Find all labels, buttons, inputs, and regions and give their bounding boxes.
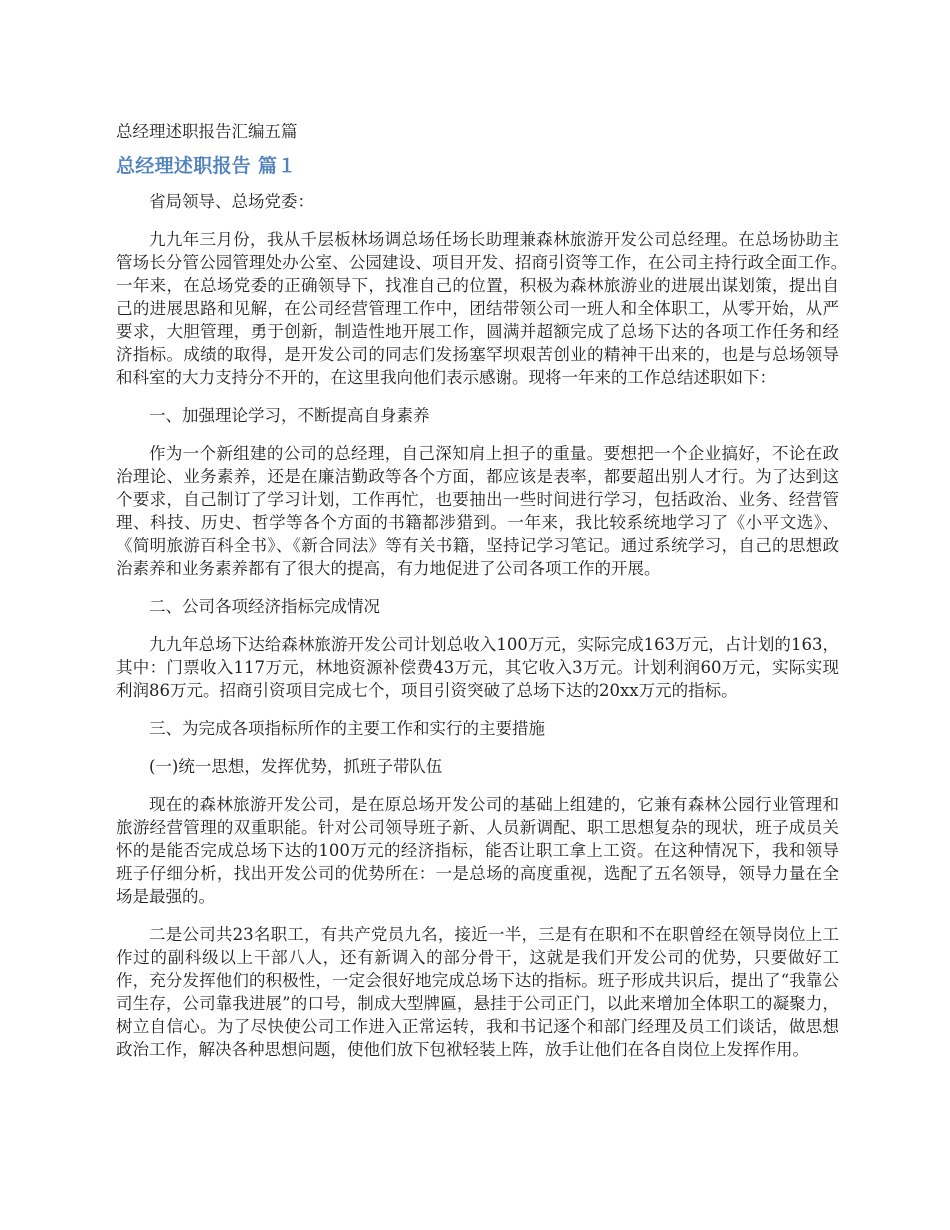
- document-title: 总经理述职报告汇编五篇: [116, 122, 298, 141]
- section-heading: 总经理述职报告 篇１: [116, 155, 297, 177]
- body-paragraph: 二是公司共23名职工，有共产党员九名，接近一半，三是有在职和不在职曾经在领导岗位上工作过的副科级以上干部八人，还有新调入的部分骨干，这就是我们开发公司的优势，只要做好工作，充分发挥他们的积极性，一定会很好地完成总场下达的指标。班子形成共识后，提出了“我靠公司生存，公司靠我进展”的口号，制成大型牌匾，悬挂于公司正门，以此来增加全体职工的凝聚力，树立自信心。为了尽快使公司工作进入正常运转，我和书记逐个和部门经理及员工们谈话，做思想政治工作，解决各种思想问题，使他们放下包袱轻装上阵，放手让他们在各自岗位上发挥作用。: [116, 925, 839, 1059]
- body-paragraph: 作为一个新组建的公司的总经理，自己深知肩上担子的重量。要想把一个企业搞好，不论在政治理论、业务素养，还是在廉洁勤政等各个方面，都应该是表率，都要超出别人才行。为了达到这个要求，自己制订了学习计划，工作再忙，也要抽出一些时间进行学习，包括政治、业务、经营管理、科技、历史、哲学等各个方面的书籍都涉猎到。一年来，我比较系统地学习了《小平文选》、《简明旅游百科全书》、《新合同法》等有关书籍，坚持记学习笔记。通过系统学习，自己的思想政治素养和业务素养都有了很大的提高，有力地促进了公司各项工作的开展。: [116, 444, 839, 578]
- subheading-3: 三、为完成各项指标所作的主要工作和实行的主要措施: [149, 719, 545, 738]
- document-page: [116, 120, 872, 1076]
- body-paragraph: 现在的森林旅游开发公司，是在原总场开发公司的基础上组建的，它兼有森林公园行业管理和旅游经营管理的双重职能。针对公司领导班子新、人员新调配、职工思想复杂的现状，班子成员关怀的是能否完成总场下达的100万元的经济指标，能否让职工拿上工资。在这种情况下，我和领导班子仔细分析，找出开发公司的优势所在：一是总场的高度重视，选配了五名领导，领导力量在全场是最强的。: [116, 795, 839, 906]
- salutation: 省局领导、总场党委：: [149, 192, 314, 211]
- subheading-3-1: (一)统一思想，发挥优势，抓班子带队伍: [149, 757, 443, 776]
- intro-paragraph: 九九年三月份，我从千层板林场调总场任场长助理兼森林旅游开发公司总经理。在总场协助主管场长分管公园管理处办公室、公园建设、项目开发、招商引资等工作，在公司主持行政全面工作。 一年来，在总场党委的正确领导下，找准自己的位置，积极为森林旅游业的进展出谋划策，提出自己的进展思路和见解，在公司经营管理工作中，团结带领公司一班人和全体职工，从零开始，从严要求，大胆管理，勇于创新，制造性地开展工作，圆满并超额完成了总场下达的各项工作任务和经济指标。成绩的取得，是开发公司的同志们发扬塞罕坝艰苦创业的精神干出来的，也是与总场领导和科室的大力支持分不开的，在这里我向他们表示感谢。现将一年来的工作总结述职如下：: [116, 230, 872, 387]
- subheading-1: 一、加强理论学习，不断提高自身素养: [149, 406, 430, 425]
- body-paragraph: 九九年总场下达给森林旅游开发公司计划总收入100万元，实际完成163万元，占计划的163，其中：门票收入117万元，林地资源补偿费43万元，其它收入3万元。计划利润60万元，实际实现利润86万元。招商引资项目完成七个，项目引资突破了总场下达的20xx万元的指标。: [116, 635, 839, 700]
- subheading-2: 二、公司各项经济指标完成情况: [149, 597, 380, 616]
